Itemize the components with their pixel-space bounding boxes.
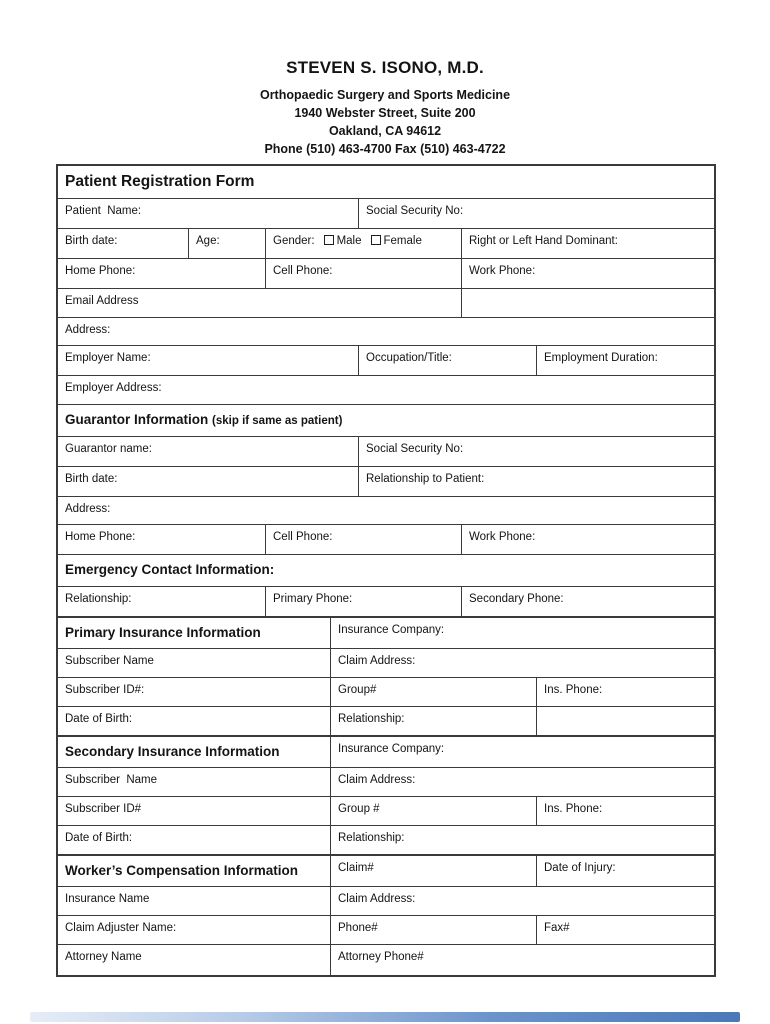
row-secondary-subscriber-id [58,797,714,826]
row-emergency-heading [58,555,714,587]
letterhead [0,0,770,158]
guarantor-heading-text: Guarantor Information [65,412,209,427]
field-primary-insurance-company: Insurance Company: [338,624,445,636]
female-label: Female [383,235,422,247]
workers-comp-section-heading: Worker’s Compensation Information [58,856,331,886]
field-home-phone: Home Phone: [58,259,266,288]
emergency-section-heading: Emergency Contact Information: [65,562,275,577]
field-employer-address: Employer Address: [65,382,162,394]
field-emergency-relationship: Relationship: [58,587,266,616]
field-emergency-secondary-phone: Secondary Phone: [469,593,564,605]
field-wc-adjuster-name: Claim Adjuster Name: [58,916,331,944]
field-guarantor-ssn: Social Security No: [366,443,464,455]
row-email [58,289,714,318]
row-primary-subscriber-id [58,678,714,707]
checkbox-female[interactable] [371,235,381,245]
row-secondary-dob [58,826,714,855]
field-primary-subscriber-id: Subscriber ID#: [58,678,331,706]
field-guarantor-work-phone: Work Phone: [469,531,536,543]
primary-insurance-section-heading: Primary Insurance Information [58,618,331,648]
field-secondary-relationship: Relationship: [338,832,405,844]
practice-specialty: Orthopaedic Surgery and Sports Medicine [259,88,511,102]
checkbox-male[interactable] [324,235,334,245]
row-form-title [58,166,714,199]
row-guarantor-heading [58,405,714,437]
page-title: Patient Registration Form [65,173,255,190]
row-secondary-subscriber [58,768,714,797]
field-wc-phone: Phone# [331,916,537,944]
row-primary-dob [58,707,714,736]
field-secondary-ins-phone: Ins. Phone: [544,803,603,815]
field-wc-attorney-name: Attorney Name [58,945,331,975]
field-secondary-subscriber-id: Subscriber ID# [58,797,331,825]
row-wc-insurance [58,887,714,916]
field-patient-name: Patient Name: [58,199,359,228]
row-address [58,318,714,346]
field-primary-date-of-birth: Date of Birth: [58,707,331,735]
field-gender [266,229,462,258]
doctor-name: STEVEN S. ISONO, M.D. [286,58,484,77]
row-secondary-insurance-heading [58,736,714,768]
field-wc-date-of-injury: Date of Injury: [544,862,616,874]
field-age: Age: [189,229,266,258]
row-employer-address [58,376,714,405]
field-empty [462,289,714,317]
field-hand-dominant: Right or Left Hand Dominant: [469,235,618,247]
field-birth-date: Birth date: [58,229,189,258]
row-wc-attorney [58,945,714,975]
field-primary-relationship: Relationship: [331,707,537,735]
row-guarantor-name [58,437,714,467]
field-occupation: Occupation/Title: [359,346,537,375]
field-guarantor-relationship: Relationship to Patient: [366,473,485,485]
practice-street: 1940 Webster Street, Suite 200 [294,106,476,120]
guarantor-heading-note: (skip if same as patient) [212,415,343,427]
field-primary-ins-phone: Ins. Phone: [544,684,603,696]
field-secondary-insurance-company: Insurance Company: [338,743,445,755]
field-employment-duration: Employment Duration: [544,352,658,364]
practice-phone-fax: Phone (510) 463-4700 Fax (510) 463-4722 [264,142,506,156]
row-guarantor-address [58,497,714,525]
row-wc-adjuster [58,916,714,945]
row-patient-phones [58,259,714,289]
row-primary-insurance-heading [58,617,714,649]
field-wc-fax: Fax# [544,922,570,934]
row-employer [58,346,714,376]
row-patient-name [58,199,714,229]
field-guarantor-name: Guarantor name: [58,437,359,466]
field-guarantor-home-phone: Home Phone: [58,525,266,554]
field-secondary-group: Group # [331,797,537,825]
secondary-insurance-section-heading: Secondary Insurance Information [58,737,331,767]
field-secondary-subscriber-name: Subscriber Name [58,768,331,796]
field-secondary-date-of-birth: Date of Birth: [58,826,331,854]
patient-registration-table [56,164,716,977]
field-email: Email Address [58,289,462,317]
row-workers-comp-heading [58,855,714,887]
field-employer-name: Employer Name: [58,346,359,375]
field-wc-insurance-name: Insurance Name [58,887,331,915]
field-patient-ssn: Social Security No: [366,205,464,217]
field-work-phone: Work Phone: [469,265,536,277]
field-guarantor-cell-phone: Cell Phone: [266,525,462,554]
guarantor-section-heading [58,405,714,436]
row-patient-birth [58,229,714,259]
row-guarantor-birth [58,467,714,497]
practice-city: Oakland, CA 94612 [328,124,442,138]
gender-label: Gender: [273,235,315,247]
field-address: Address: [65,324,111,336]
row-primary-subscriber [58,649,714,678]
field-wc-claim-number: Claim# [331,856,537,886]
field-emergency-primary-phone: Primary Phone: [266,587,462,616]
field-cell-phone: Cell Phone: [266,259,462,288]
row-emergency-contact [58,587,714,617]
field-guarantor-address: Address: [65,503,111,515]
field-wc-attorney-phone: Attorney Phone# [338,951,424,963]
field-wc-claim-address: Claim Address: [338,893,416,905]
field-primary-subscriber-name: Subscriber Name [58,649,331,677]
male-label: Male [336,235,362,247]
field-empty [537,707,714,735]
field-primary-group: Group# [331,678,537,706]
field-primary-claim-address: Claim Address: [338,655,416,667]
field-guarantor-birth-date: Birth date: [58,467,359,496]
field-secondary-claim-address: Claim Address: [338,774,416,786]
footer-gradient-bar [30,1012,740,1022]
row-guarantor-phones [58,525,714,555]
